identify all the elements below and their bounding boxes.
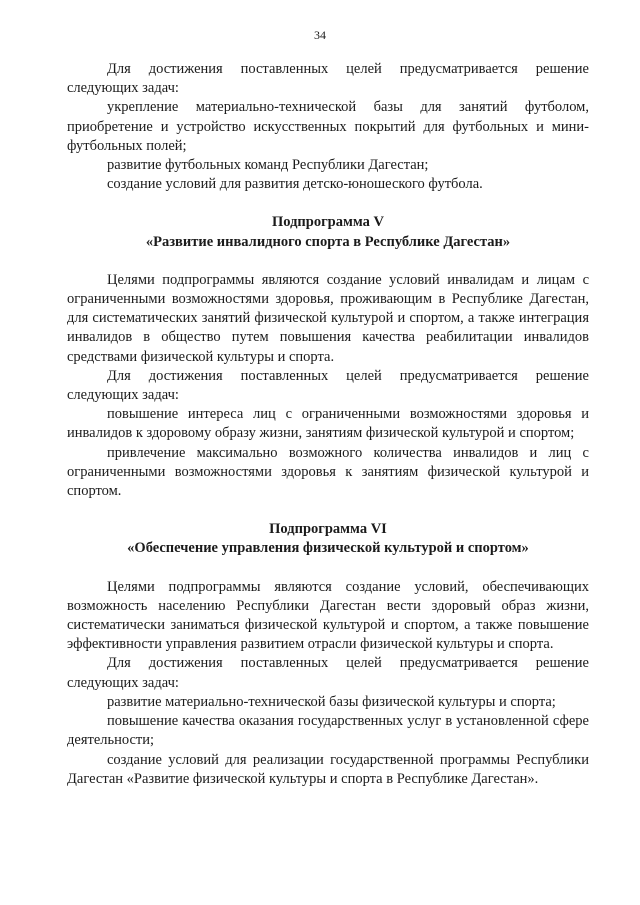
subprogram-v-subtitle: «Развитие инвалидного спорта в Республике Дагестан» [145, 233, 511, 250]
paragraph: привлечение максимально возможного количества инвалидов и лиц с ограниченными возможностями здоровья к занятиям физической культурой и спортом. [67, 444, 589, 500]
paragraph: развитие материально-технической базы физической культуры и спорта; [107, 693, 556, 710]
subprogram-vi-body [67, 578, 589, 789]
subprogram-vi-heading [67, 520, 589, 558]
subprogram-v-body [67, 271, 589, 501]
subprogram-vi-subtitle: «Обеспечение управления физической культурой и спортом» [127, 540, 529, 557]
paragraph: повышение качества оказания государственных услуг в установленной сфере деятельности; [67, 713, 589, 749]
subprogram-v-title: Подпрограмма V [271, 214, 384, 231]
paragraph: развитие футбольных команд Республики Дагестан; [107, 157, 429, 174]
subprogram-vi-title: Подпрограмма VI [269, 521, 387, 538]
page-number: 34 [314, 28, 326, 42]
paragraph: создание условий для развития детско-юношеского футбола. [107, 176, 483, 193]
paragraph: Для достижения поставленных целей предусматривается решение следующих задач: [67, 61, 589, 97]
section-iv-tail [67, 60, 589, 194]
paragraph: Для достижения поставленных целей предусматривается решение следующих задач: [67, 367, 589, 404]
paragraph: создание условий для реализации государственной программы Республики Дагестан «Развитие физической культуры и спорта в Республике Дагестан». [67, 751, 589, 787]
paragraph: повышение интереса лиц с ограниченными возможностями здоровья и инвалидов к здоровому образу жизни, занятиям физической культурой и спортом; [67, 406, 589, 442]
paragraph: укрепление материально-технической базы для занятий футболом, приобретение и устройство искусственных покрытий для футбольных и мини-футбольных полей; [67, 99, 589, 154]
subprogram-v-heading [67, 213, 589, 251]
paragraph: Целями подпрограммы являются создание условий инвалидам и лицам с ограниченными возможностями здоровья, проживающим в Республике Дагестан, для систематических занятий физической культурой и спортом, а также интеграция инвалидов в общество путем повышения качества реабилитации инвалидов средствами физической культуры и спорта. [67, 271, 589, 365]
paragraph: Целями подпрограммы являются создание условий, обеспечивающих возможность населению Республики Дагестан вести здоровый образ жизни, систематически заниматься физической культурой и спортом, а также повышение эффективности управления развитием отрасли физической культуры и спорта. [67, 578, 589, 653]
paragraph: Для достижения поставленных целей предусматривается решение следующих задач: [67, 655, 589, 691]
page-content [67, 60, 589, 789]
